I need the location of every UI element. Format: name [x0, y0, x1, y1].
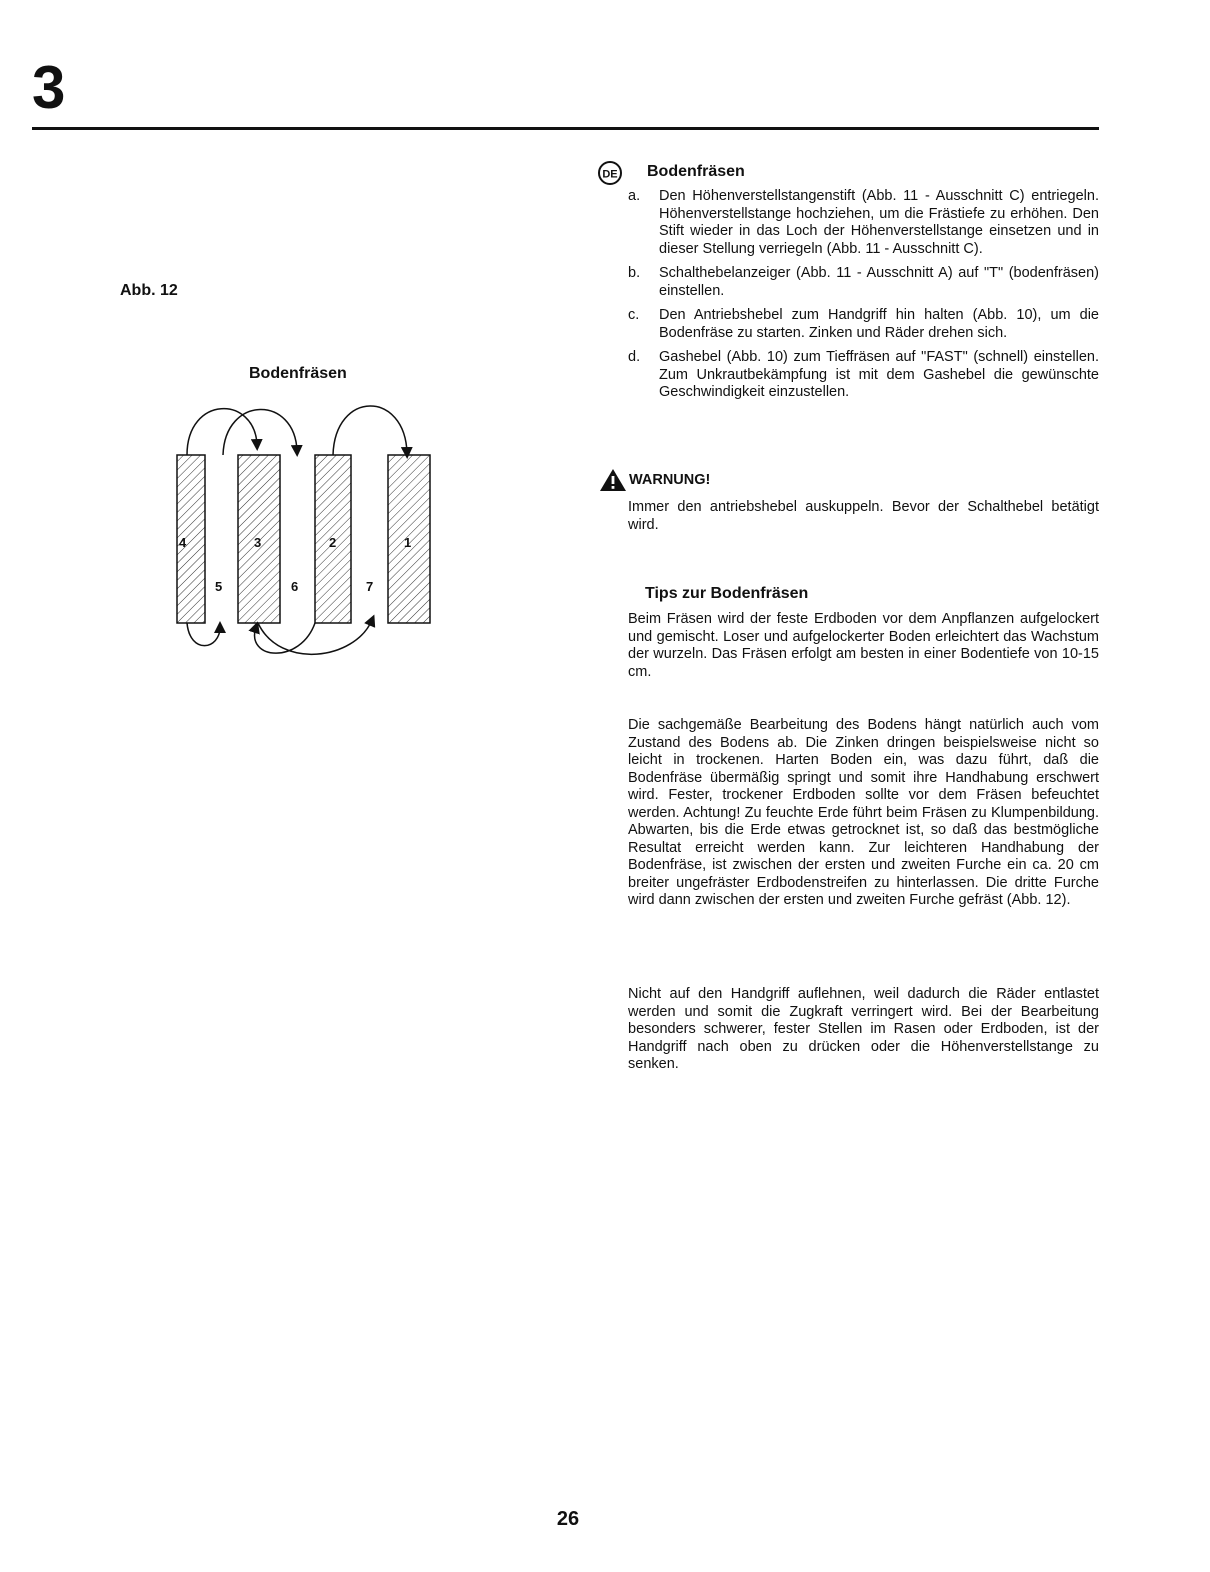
list-item — [628, 188, 1099, 258]
list-item — [628, 349, 1099, 402]
figure-title: Bodenfräsen — [249, 365, 347, 382]
step-text: Gashebel (Abb. 10) zum Tieffräsen auf "FAST" (schnell) einstellen. Zum Unkrautbekämpfung ist mit dem Gashebel die gewünschte Geschwindigkeit einzustellen. — [659, 349, 1099, 400]
tips-paragraph-3: Nicht auf den Handgriff auflehnen, weil dadurch die Räder entlastet werden und somit die Zugkraft verringert wird. Bei der Bearbeitung besonders schwerer, fester Stellen im Rasen oder Erdboden, ist der Handgriff nach oben zu drücken oder die Höhenverstellstange zu senken. — [628, 986, 1099, 1072]
figure-label: Abb. 12 — [120, 282, 178, 299]
svg-text:DE: DE — [602, 168, 618, 181]
step-marker: c. — [628, 307, 640, 323]
page-number: 26 — [556, 1508, 580, 1530]
step-marker: a. — [628, 188, 641, 204]
strip-number-2: 2 — [329, 535, 337, 550]
header-rule — [32, 127, 1099, 130]
tips-paragraph-2: Die sachgemäße Bearbeitung des Bodens hängt natürlich auch vom Zustand des Bodens ab. Die Zinken dringen beispielsweise nicht so leicht in trockenen. Harten Boden ein, was dazu führt, daß die Bodenfräse übermäßig springt und somit ihre Handhabung erschwert wird. Fester, trockener Erdboden sollte vor dem Fräsen befeuchtet werden. Achtung! Zu feuchte Erde führt beim Fräsen zu Klumpenbildung. Abwarten, bis die Erde etwas getrocknet ist, so daß das bestmögliche Resultat erreicht werden kann. Zur leichteren Handhabung der Bodenfräse, ist zwischen der ersten und zweiten Furche ein ca. 20 cm breiter ungefräster Erdbodenstreifen zu hinterlassen. Die dritte Furche wird dann zwischen der ersten und zweiten Furche gefräst (Abb. 12). — [628, 717, 1099, 908]
step-text: Schalthebelanzeiger (Abb. 11 - Ausschnitt A) auf "T" (bodenfräsen) einstellen. — [659, 265, 1099, 299]
turn-arrow-top-middle — [223, 409, 297, 455]
list-item — [628, 265, 1099, 300]
warning-label: WARNUNG! — [629, 472, 711, 488]
instruction-list — [628, 188, 1099, 409]
tilling-pattern-diagram — [150, 395, 440, 665]
section-title: Bodenfräsen — [647, 163, 745, 180]
step-marker: d. — [628, 349, 641, 365]
turn-arrow-top-right — [333, 406, 407, 455]
strip-number-4: 4 — [179, 535, 187, 550]
warning-heading — [599, 468, 710, 492]
language-badge-icon — [597, 160, 625, 188]
gap-number-5: 5 — [215, 579, 223, 594]
warning-text: Immer den antriebshebel auskuppeln. Bevor der Schalthebel betätigt wird. — [628, 499, 1099, 533]
tips-paragraph-1: Beim Fräsen wird der feste Erdboden vor dem Anpflanzen aufgelockert und gemischt. Loser und aufgelockerter Boden erleichtert das Wachstum der wurzeln. Das Fräsen erfolgt am besten in einer Bodentiefe von 10-15 cm. — [628, 611, 1099, 680]
turn-arrow-top-left — [187, 409, 257, 455]
turn-arrow-bottom-left — [187, 623, 220, 646]
gap-number-7: 7 — [366, 579, 374, 594]
strip-number-1: 1 — [404, 535, 412, 550]
warning-triangle-icon — [599, 468, 627, 492]
turn-arrow-bottom-right — [258, 620, 372, 654]
gap-number-6: 6 — [291, 579, 299, 594]
tips-title: Tips zur Bodenfräsen — [645, 585, 809, 602]
list-item — [628, 307, 1099, 342]
strip-number-3: 3 — [254, 535, 262, 550]
step-marker: b. — [628, 265, 641, 281]
step-text: Den Höhenverstellstangenstift (Abb. 11 - Ausschnitt C) entriegeln. Höhenverstellstange hochziehen, um die Frästiefe zu erhöhen. Den Stift wieder in das Loch der Höhenverstellstange einsetzen und in dieser Stellung verriegeln (Abb. 11 - Ausschnitt C). — [659, 188, 1099, 257]
chapter-number: 3 — [32, 54, 65, 121]
step-text: Den Antriebshebel zum Handgriff hin halten (Abb. 10), um die Bodenfräse zu starten. Zinken und Räder drehen sich. — [659, 307, 1099, 341]
